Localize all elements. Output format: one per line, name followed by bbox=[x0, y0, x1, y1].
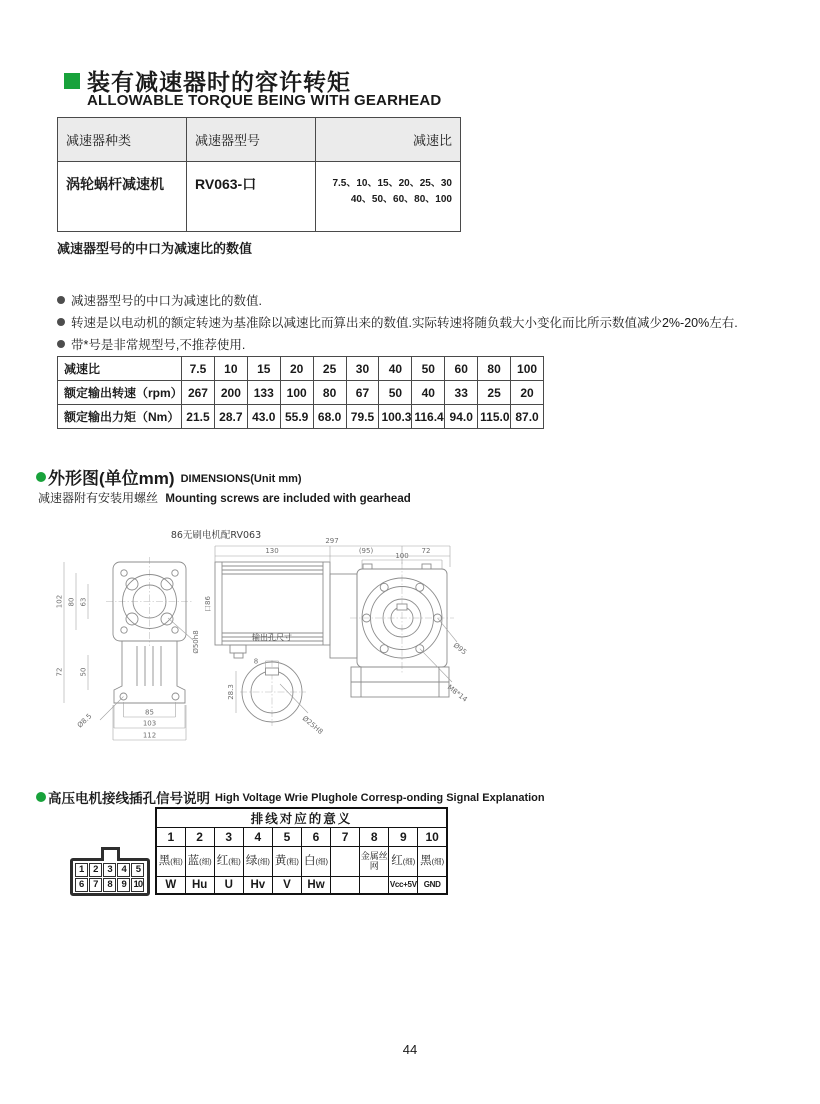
connector-pin: 8 bbox=[103, 878, 116, 892]
signal-table bbox=[155, 807, 448, 895]
ratio-value: 40 bbox=[379, 357, 412, 381]
torque-value: 68.0 bbox=[313, 405, 346, 429]
ratio-value: 80 bbox=[478, 357, 511, 381]
col-gearhead-type: 减速器种类 bbox=[58, 118, 187, 162]
signal-name: V bbox=[272, 877, 301, 894]
gearhead-table-row bbox=[58, 162, 461, 232]
dimensions-sub-en: Mounting screws are included with gearhead bbox=[165, 493, 411, 505]
wire-color: 金属丝网 bbox=[360, 847, 389, 877]
torque-row-label: 额定输出力矩（Nm） bbox=[58, 405, 182, 429]
signal-table-title: 排线对应的意义 bbox=[156, 808, 447, 828]
output-ratio-table bbox=[57, 356, 544, 429]
speed-value: 50 bbox=[379, 381, 412, 405]
dimension-drawing bbox=[50, 512, 470, 762]
speed-value: 200 bbox=[214, 381, 247, 405]
connector-pin: 7 bbox=[89, 878, 102, 892]
col-gearhead-model: 减速器型号 bbox=[187, 118, 316, 162]
ratio-line2: 40、50、60、80、100 bbox=[350, 193, 452, 205]
dim-80: 80 bbox=[67, 597, 76, 607]
connector-pin: 1 bbox=[75, 863, 88, 877]
speed-value: 267 bbox=[182, 381, 215, 405]
torque-value: 94.0 bbox=[445, 405, 478, 429]
gearhead-table bbox=[57, 117, 461, 232]
wire-color bbox=[331, 847, 360, 877]
ratio-value: 7.5 bbox=[182, 357, 215, 381]
torque-value: 55.9 bbox=[280, 405, 313, 429]
dim-72-left: 72 bbox=[55, 667, 64, 677]
hv-heading-en: High Voltage Wrie Plughole Corresp-onding Signal Explanation bbox=[215, 791, 545, 804]
hv-heading-cn: 高压电机接线插孔信号说明 bbox=[48, 791, 210, 806]
speed-value: 67 bbox=[346, 381, 379, 405]
dim-297: 297 bbox=[325, 537, 339, 545]
signal-name: W bbox=[156, 877, 185, 894]
pin-number: 6 bbox=[301, 828, 330, 847]
speed-value: 100 bbox=[280, 381, 313, 405]
wire-color: 黑(细) bbox=[418, 847, 447, 877]
pin-number: 9 bbox=[389, 828, 418, 847]
green-square-icon bbox=[64, 73, 80, 89]
wire-color: 红(粗) bbox=[214, 847, 243, 877]
connector-pin: 3 bbox=[103, 863, 116, 877]
signal-name: GND bbox=[418, 877, 447, 894]
connector-pin: 5 bbox=[131, 863, 144, 877]
pin-number: 7 bbox=[331, 828, 360, 847]
note-text: 带*号是非常规型号,不推荐使用. bbox=[71, 338, 246, 352]
connector-tab bbox=[101, 847, 120, 861]
signal-name bbox=[360, 877, 389, 894]
dim-95f: Ø95 bbox=[451, 641, 469, 657]
signal-name: Vcc+5V bbox=[389, 877, 418, 894]
ratio-row-label: 减速比 bbox=[58, 357, 182, 381]
ratio-value: 15 bbox=[247, 357, 280, 381]
pin-number: 4 bbox=[243, 828, 272, 847]
dim-sq86: 口86 bbox=[204, 596, 212, 612]
speed-row bbox=[58, 381, 544, 405]
signal-name: Hw bbox=[301, 877, 330, 894]
gearhead-table-note: 减速器型号的中口为减速比的数值 bbox=[57, 241, 253, 256]
detail-title: 输出孔尺寸 bbox=[252, 633, 292, 642]
ratio-value: 10 bbox=[214, 357, 247, 381]
speed-value: 40 bbox=[412, 381, 445, 405]
ratio-value: 50 bbox=[412, 357, 445, 381]
dim-50: 50 bbox=[79, 667, 88, 677]
bullet-icon bbox=[57, 318, 65, 326]
dim-m8: M8*14 bbox=[445, 683, 469, 704]
gearhead-table-header-row bbox=[58, 118, 461, 162]
pin-number: 8 bbox=[360, 828, 389, 847]
wire-color: 绿(细) bbox=[243, 847, 272, 877]
note-item bbox=[57, 333, 738, 355]
signal-name: Hu bbox=[185, 877, 214, 894]
bullet-icon bbox=[57, 340, 65, 348]
signal-name bbox=[331, 877, 360, 894]
speed-value: 80 bbox=[313, 381, 346, 405]
dim-k28: 28.3 bbox=[227, 684, 235, 700]
wire-color: 黑(粗) bbox=[156, 847, 185, 877]
speed-value: 20 bbox=[511, 381, 544, 405]
green-dot-icon bbox=[36, 792, 46, 802]
dim-50h8: Ø50h8 bbox=[192, 630, 200, 654]
torque-value: 115.0 bbox=[478, 405, 511, 429]
page-subtitle: ALLOWABLE TORQUE BEING WITH GEARHEAD bbox=[87, 92, 442, 109]
torque-value: 28.7 bbox=[214, 405, 247, 429]
ratio-value: 30 bbox=[346, 357, 379, 381]
speed-value: 133 bbox=[247, 381, 280, 405]
wire-color: 白(细) bbox=[301, 847, 330, 877]
speed-value: 25 bbox=[478, 381, 511, 405]
note-text: 减速器型号的中口为减速比的数值. bbox=[71, 294, 262, 308]
signal-table-signal-row bbox=[156, 877, 447, 894]
dimensions-heading-cn: 外形图(单位mm) bbox=[48, 469, 175, 488]
cell-gearhead-ratio bbox=[316, 162, 461, 232]
speed-value: 33 bbox=[445, 381, 478, 405]
connector-pin: 9 bbox=[117, 878, 130, 892]
connector-plug-icon bbox=[70, 858, 150, 896]
notes-list bbox=[57, 289, 738, 355]
signal-table-number-row bbox=[156, 828, 447, 847]
cell-gearhead-model: RV063-口 bbox=[187, 162, 316, 232]
pin-number: 2 bbox=[185, 828, 214, 847]
note-item bbox=[57, 311, 738, 333]
green-dot-icon bbox=[36, 472, 46, 482]
torque-value: 43.0 bbox=[247, 405, 280, 429]
dimensions-sub-cn: 减速器附有安装用螺丝 bbox=[38, 491, 159, 505]
dim-72-right: 72 bbox=[421, 547, 431, 555]
page-number: 44 bbox=[402, 1042, 418, 1057]
connector-pin: 4 bbox=[117, 863, 130, 877]
col-gearhead-ratio: 减速比 bbox=[316, 118, 461, 162]
signal-table-title-row bbox=[156, 808, 447, 828]
signal-name: U bbox=[214, 877, 243, 894]
pin-number: 1 bbox=[156, 828, 185, 847]
dim-130: 130 bbox=[265, 547, 279, 555]
dim-8-5: Ø8.5 bbox=[75, 712, 94, 730]
speed-row-label: 额定输出转速（rpm） bbox=[58, 381, 182, 405]
torque-row bbox=[58, 405, 544, 429]
note-item bbox=[57, 289, 738, 311]
dim-112: 112 bbox=[142, 731, 157, 740]
dim-85: 85 bbox=[145, 708, 154, 717]
signal-name: Hv bbox=[243, 877, 272, 894]
ratio-value: 25 bbox=[313, 357, 346, 381]
wire-color: 红(细) bbox=[389, 847, 418, 877]
dim-102: 102 bbox=[55, 594, 64, 609]
dim-95: (95) bbox=[358, 547, 374, 555]
pin-number: 10 bbox=[418, 828, 447, 847]
torque-value: 79.5 bbox=[346, 405, 379, 429]
pin-number: 5 bbox=[272, 828, 301, 847]
torque-value: 100.3 bbox=[379, 405, 412, 429]
dim-100: 100 bbox=[395, 552, 409, 560]
dimensions-heading-en: DIMENSIONS(Unit mm) bbox=[180, 472, 302, 485]
ratio-value: 100 bbox=[511, 357, 544, 381]
drawing-title: 86无刷电机配RV063 bbox=[170, 530, 262, 541]
ratio-value: 20 bbox=[280, 357, 313, 381]
dim-k25: Ø25H8 bbox=[300, 714, 325, 737]
dim-103: 103 bbox=[142, 719, 157, 728]
dim-63: 63 bbox=[79, 597, 88, 607]
connector-pin: 10 bbox=[131, 878, 144, 892]
torque-value: 116.4 bbox=[412, 405, 445, 429]
signal-table-wire-row bbox=[156, 847, 447, 877]
connector-pin: 2 bbox=[89, 863, 102, 877]
torque-value: 21.5 bbox=[182, 405, 215, 429]
page-title: 装有减速器时的容许转矩 bbox=[87, 69, 351, 95]
note-text: 转速是以电动机的额定转速为基准除以减速比而算出来的数值.实际转速将随负载大小变化而比所示数值减少2%-20%左右. bbox=[71, 316, 738, 330]
connector-pin: 6 bbox=[75, 878, 88, 892]
ratio-value: 60 bbox=[445, 357, 478, 381]
dimensions-subheading bbox=[38, 489, 411, 506]
dimensions-heading bbox=[36, 464, 302, 489]
hv-heading bbox=[36, 787, 545, 807]
bullet-icon bbox=[57, 296, 65, 304]
cell-gearhead-type: 涡轮蜗杆减速机 bbox=[58, 162, 187, 232]
ratio-line1: 7.5、10、15、20、25、30 bbox=[332, 178, 452, 189]
wire-color: 蓝(细) bbox=[185, 847, 214, 877]
pin-number: 3 bbox=[214, 828, 243, 847]
wire-color: 黄(粗) bbox=[272, 847, 301, 877]
torque-value: 87.0 bbox=[511, 405, 544, 429]
dim-k8: 8 bbox=[253, 657, 259, 666]
ratio-row bbox=[58, 357, 544, 381]
